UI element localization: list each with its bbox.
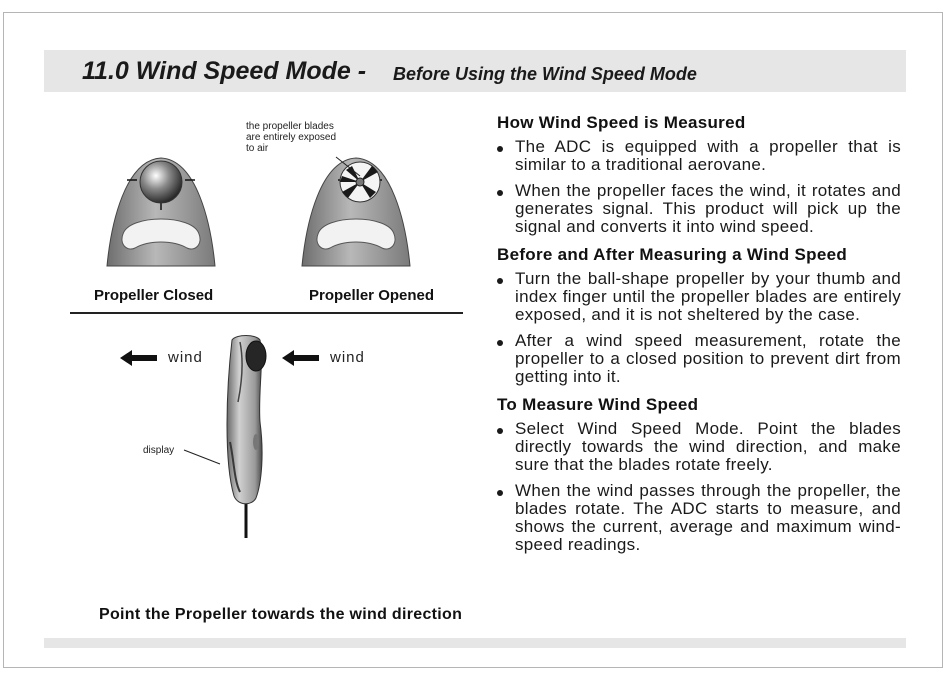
footer-bar: [44, 638, 906, 648]
arrow-left-icon: [120, 350, 158, 366]
section-heading: To Measure Wind Speed: [497, 395, 699, 414]
instructions-column: [497, 112, 901, 562]
bullet-text: Turn the ball-shape propeller by your thumb and index finger until the propeller blades are entirely exposed, and it is not sheltered by the case.: [515, 269, 901, 324]
wind-label-left: wind: [168, 349, 203, 366]
arrow-left-icon: [282, 350, 320, 366]
bullet-icon: [497, 278, 503, 284]
bullet-icon: [497, 490, 503, 496]
propeller-note: the propeller blades are entirely exposed to air: [246, 121, 337, 154]
display-leader-line: [182, 448, 222, 468]
propeller-closed-illustration: [103, 152, 219, 268]
bullet-list: [497, 420, 901, 554]
section-heading: Before and After Measuring a Wind Speed: [497, 245, 848, 264]
caption-propeller-opened: Propeller Opened: [309, 287, 435, 304]
bullet-list: [497, 270, 901, 386]
bullet-text: The ADC is equipped with a propeller that is similar to a traditional aerovane.: [515, 137, 901, 174]
bullet-text: Select Wind Speed Mode. Point the blades directly towards the wind direction, and make sure that the blades rotate freely.: [515, 419, 901, 474]
bullet-text: When the wind passes through the propeller, the blades rotate. The ADC starts to measure, and shows the current, average and maximum wind-speed readings.: [515, 481, 901, 554]
figure-bottom-caption: Point the Propeller towards the wind direction: [99, 606, 463, 623]
list-item: [497, 270, 901, 324]
bullet-icon: [497, 146, 503, 152]
page-title: 11.0 Wind Speed Mode -: [82, 57, 367, 85]
page-subtitle: Before Using the Wind Speed Mode: [393, 64, 697, 84]
bullet-icon: [497, 428, 503, 434]
section-heading: How Wind Speed is Measured: [497, 113, 746, 132]
bullet-text: When the propeller faces the wind, it rotates and generates signal. This product will pick up the signal and converts it into wind speed.: [515, 181, 901, 236]
device-side-view: [218, 332, 274, 540]
list-item: [497, 482, 901, 554]
list-item: [497, 332, 901, 386]
list-item: [497, 182, 901, 236]
list-item: [497, 138, 901, 174]
propeller-opened-illustration: [298, 152, 460, 268]
bullet-text: After a wind speed measurement, rotate the propeller to a closed position to prevent dirt from getting into it.: [515, 331, 901, 386]
bullet-list: [497, 138, 901, 236]
wind-label-right: wind: [330, 349, 365, 366]
figure-divider: [70, 311, 464, 315]
display-label: display: [143, 445, 175, 456]
caption-propeller-closed: Propeller Closed: [94, 287, 214, 304]
list-item: [497, 420, 901, 474]
bullet-icon: [497, 190, 503, 196]
bullet-icon: [497, 340, 503, 346]
